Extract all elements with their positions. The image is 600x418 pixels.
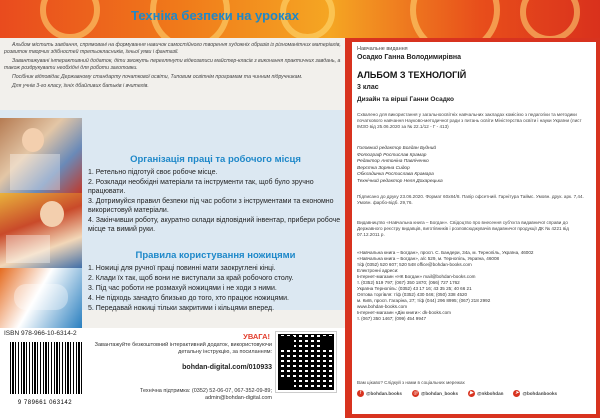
credit-line: Редактор Антоніна Павліченко — [357, 159, 429, 165]
instagram-icon: ◎ — [413, 390, 418, 396]
contact-line: т/ф (0352) 520 607; 520 548 office@bohdan-books.com — [357, 262, 472, 267]
list-item: 2. Розклади необхідні матеріали та інструменти так, щоб було зручно працювати. — [88, 179, 314, 195]
intro-paragraph: Завантажувані інтерактивний додаток, діти зможуть переглянути відеозаписи майстер-класів з виконання практичних завдань, а також роздрукувати необхідні для роботи заготовки. — [4, 58, 341, 71]
barcode-digits: 9 789661 063142 — [17, 400, 73, 406]
author-name: Осадко Ганна Володимирівна — [357, 54, 462, 61]
social-links — [357, 390, 587, 397]
support-phone: Технічна підтримка: (0352) 52-06-07, 067-352-09-89; — [139, 388, 272, 394]
credit-line: Фотограф Ростислав Крамар — [357, 152, 427, 158]
list-item: 4. Закінчивши роботу, акуратно склади відповідний інвентар, прибери робоче місце та вимий руки. — [88, 217, 341, 233]
contact-line: Електронні адреси: — [357, 268, 399, 273]
list-item: 3. Під час роботи не розмахуй ножицями і не ходи з ними. — [88, 285, 277, 292]
list-item: 3. Дотримуйся правил безпеки під час роботи з інструментами та економно використовуй матеріали. — [88, 198, 334, 214]
book-title: АЛЬБОМ З ТЕХНОЛОГІЙ — [357, 70, 467, 80]
organization-list — [88, 168, 343, 235]
telegram-icon: ➤ — [514, 390, 520, 396]
safety-title: Техніка безпеки на уроках — [131, 8, 299, 23]
tech-support — [92, 388, 272, 402]
social-link[interactable]: ▶ @nkbohdan — [469, 390, 504, 396]
intro-paragraph: Альбом містить завдання, спрямовані на формування навичок самостійного творення художніх образів із різноманітних матеріалів, розвиток творчих здібностей третьокласників, їхньої уяви і фантазії. — [4, 42, 341, 55]
credits — [357, 146, 587, 186]
contact-line: т. (067) 350 1467; (099) 454 9947 — [357, 316, 427, 321]
social-link[interactable]: f @bohdan.books — [357, 390, 402, 397]
contacts — [357, 250, 587, 322]
uvaga-title: УВАГА! — [243, 332, 270, 341]
intro-paragraph: Для учнів 3-го класу, їхніх дбайливих батьків і вчителів. — [12, 83, 149, 89]
approval-text: Схвалено для використання у загальноосвітніх навчальних закладах комісією з педагогіки та методики початкового навчання Науково-методичної ради з питань освіти Міністерства освіти і науки України (лист ІМЗО від 25.06.2020 за № 22.1/12 - Г - 413) — [357, 112, 582, 129]
list-item: 1. Ретельно підготуй своє робоче місце. — [88, 169, 218, 176]
social-link[interactable]: ➤ @bohdanbooks — [514, 390, 558, 396]
credit-line: Верстка Зоряна Сидор — [357, 165, 410, 171]
intro-text — [4, 42, 344, 92]
credit-line: Головний редактор Богдан Будний — [357, 146, 437, 151]
print-info: Підписано до друку 23.06.2020. Формат 60х84/8. Папір офсетний. Гарнітура Таймс. Умовн. друк. арк. 7,44. Умовн. фарбо-відб. 29,76. — [357, 194, 584, 205]
credit-line: Обкладинка Ростислава Крамара — [357, 172, 434, 178]
photo-scissors — [0, 268, 82, 328]
qr-code[interactable] — [276, 332, 336, 392]
edition-type: Навчальне видання — [357, 46, 408, 52]
publisher-info: Видавництво «Навчальна книга – Богдан». Свідоцтво про внесення суб'єкта видавничої справи до Державного реєстру видавців, виготівників і розповсюджувачів видавничої продукції ДК № 4221 від 07.12.2011 р. — [357, 220, 569, 237]
list-item: 2. Клади їх так, щоб вони не виступали за край робочого столу. — [88, 275, 294, 282]
photo-children-working — [0, 118, 82, 193]
list-item: 1. Ножиці для ручної праці повинні мати заокруглені кінці. — [88, 265, 276, 272]
contact-line: Інтернет-магазин «НК Богдан» mail@bohdan-books.com — [357, 274, 476, 279]
isbn: ISBN 978-966-10-6314-2 — [4, 330, 77, 337]
list-item: 5. Передавай ножиці тільки закритими і кільцями вперед. — [88, 305, 275, 312]
barcode-bars — [10, 342, 82, 394]
facebook-icon: f — [357, 390, 364, 397]
contact-line: «Навчальна книга – Богдан», а/с 529, м. Тернопіль, Україна, 46008 — [357, 256, 500, 261]
social-title: Вам цікаво? Слідкуй з нами в соціальних мережах — [357, 380, 465, 385]
uvaga-text: Завантажуйте безкоштовний інтерактивний додаток, використовуючи детальну інструкцію, за посиланням: — [94, 342, 272, 355]
book-grade: 3 клас — [357, 84, 379, 91]
contact-line: Оптова торгівля: т/ф (0352) 430 046; (050) 338 4520 — [357, 292, 468, 297]
contact-line: «Навчальна книга – Богдан», просп. С. Бандери, 34а, м. Тернопіль, Україна, 46002 — [357, 250, 534, 255]
intro-paragraph: Посібник відповідає Державному стандарту початкової освіти, Типовим освітнім програмам та чинним підручникам. — [12, 74, 303, 80]
contact-line: Україна Тернопіль: (0352) 43 17 16; 43 35 25; 40 66 21 — [357, 286, 472, 291]
list-item: 4. Не підходь занадто близько до того, хто працює ножицями. — [88, 295, 289, 302]
support-email[interactable]: admin@bohdan-digital.com — [204, 395, 272, 401]
barcode — [4, 340, 86, 406]
photo-child-cutting — [0, 193, 82, 268]
scissors-list — [88, 264, 343, 314]
contact-line: м. Київ, просп. Гагаріна, 27; т/ф (044) 296 8995; (067) 218 2992 — [357, 298, 491, 303]
contact-line: т. (0352) 519 797; (067) 350 1870; (066) 727 1762 — [357, 280, 460, 285]
website-link[interactable]: www.bohdan-books.com — [357, 304, 408, 309]
book-design: Дизайн та вірші Ганни Осадко — [357, 96, 455, 103]
youtube-icon: ▶ — [469, 390, 474, 396]
scissors-title: Правила користування ножицями — [135, 250, 296, 261]
contact-line: Інтернет-магазин «Дім книги»: dk-books.com — [357, 310, 452, 315]
social-link[interactable]: ◎ @bohdan_books — [413, 390, 459, 396]
download-link[interactable]: bohdan-digital.com/010933 — [182, 364, 272, 371]
organization-title: Організація праці та робочого місця — [130, 154, 301, 165]
credit-line: Технічний редактор Неля Дохарецька — [357, 178, 443, 184]
